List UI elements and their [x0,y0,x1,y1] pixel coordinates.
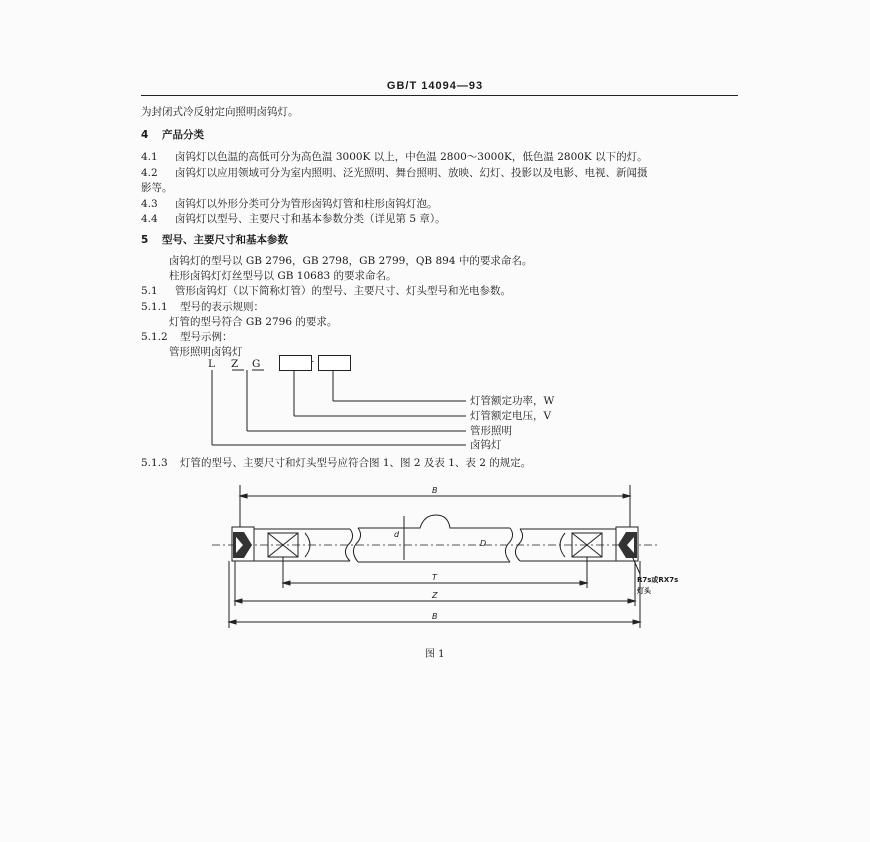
para-5-1-2-b: 管形照明卤钨灯 [169,346,243,358]
legend-tube-lighting: 管形照明 [470,425,512,437]
legend-halogen-lamp: 卤钨灯 [470,439,502,451]
figure-dim-b-top: B [432,486,438,495]
para-5-1-1-number: 5.1.1 [141,301,168,313]
para-5-1-number: 5.1 [141,285,158,297]
para-5-1-3-number: 5.1.3 [141,457,168,469]
figure-cap-type: R7s或RX7s [637,576,679,584]
section-4-title: 产品分类 [162,129,204,141]
para-5-1-2-number: 5.1.2 [141,331,168,343]
para-4-4-text: 卤钨灯以型号、主要尺寸和基本参数分类（详见第 5 章）。 [175,213,446,225]
page-header: GB/T 14094—93 [386,80,484,92]
para-4-2-text: 卤钨灯以应用领域可分为室内照明、泛光照明、舞台照明、放映、幻灯、投影以及电影、电视、新闻摄 [175,167,648,179]
section-4-number: 4 [141,129,149,141]
figure-cap-label: 灯头 [637,587,651,595]
para-4-3-number: 4.3 [141,198,158,210]
figure-dim-z: Z [432,591,438,600]
para-4-1-text: 卤钨灯以色温的高低可分为高色温 3000K 以上，中色温 2800～3000K，低色温 2800K 以下的灯。 [175,151,648,163]
intro-text: 为封闭式冷反射定向照明卤钨灯。 [141,106,299,118]
figure-dim-D: D [480,539,487,548]
figure-caption: 图 1 [425,649,445,660]
para-4-4-number: 4.4 [141,213,158,225]
para-4-2-number: 4.2 [141,167,158,179]
section-5-number: 5 [141,234,149,246]
figure-dim-b-bottom: B [432,612,438,621]
model-letter-z: Z [231,358,239,370]
para-5-1-text: 管形卤钨灯（以下简称灯管）的型号、主要尺寸、灯头型号和光电参数。 [175,285,511,297]
figure-dim-d: d [394,530,400,539]
para-4-1-number: 4.1 [141,151,158,163]
figure-dim-t: T [432,573,437,582]
para-5-1-1-text: 型号的表示规则： [180,301,264,313]
model-letter-g: G [252,358,261,370]
legend-voltage: 灯管额定电压，V [470,410,552,422]
para-5-1-1-b: 灯管的型号符合 GB 2796 的要求。 [169,316,338,328]
para-4-2-cont: 影等。 [141,182,173,194]
section-5-title: 型号、主要尺寸和基本参数 [162,234,288,246]
para-5-a: 卤钨灯的型号以 GB 2796，GB 2798，GB 2799，QB 894 中的要求命名。 [169,255,533,267]
legend-power: 灯管额定功率，W [470,395,555,407]
para-5-b: 柱形卤钨灯灯丝型号以 GB 10683 的要求命名。 [169,270,397,282]
para-5-1-2-text: 型号示例： [180,331,233,343]
model-letter-l: L [208,358,215,370]
model-dash: - [311,357,315,367]
para-5-1-3-text: 灯管的型号、主要尺寸和灯头型号应符合图 1、图 2 及表 1、表 2 的规定。 [180,457,532,469]
para-4-3-text: 卤钨灯以外形分类可分为管形卤钨灯管和柱形卤钨灯泡。 [175,198,438,210]
